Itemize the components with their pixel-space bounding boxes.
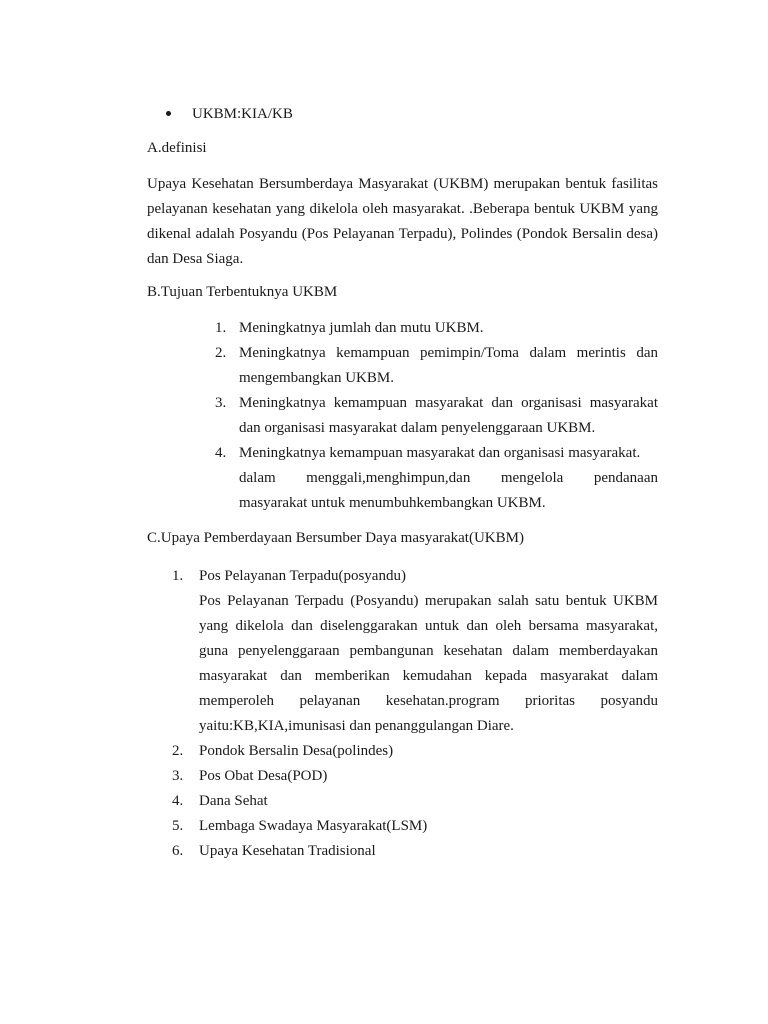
heading-tujuan: B.Tujuan Terbentuknya UKBM bbox=[147, 284, 338, 300]
list-item bbox=[215, 441, 658, 516]
list-item bbox=[172, 739, 658, 764]
paragraph-definisi: Upaya Kesehatan Bersumberdaya Masyarakat (UKBM) merupakan bentuk fasilitas pelayanan kesehatan yang dikelola oleh masyarakat. .Beberapa bentuk UKBM yang dikenal adalah Posyandu (Pos Pelayanan Terpadu), Polindes (Pondok Bersalin desa) dan Desa Siaga. bbox=[147, 176, 658, 267]
heading-upaya: C.Upaya Pemberdayaan Bersumber Daya masyarakat(UKBM) bbox=[147, 530, 524, 546]
list-item-text-line2: dalam menggali,menghimpun,dan mengelola pendanaan bbox=[239, 470, 658, 486]
list-item bbox=[215, 316, 658, 341]
list-item bbox=[172, 839, 658, 864]
list-item-title: Upaya Kesehatan Tradisional bbox=[199, 843, 376, 859]
list-item-text-line1: Meningkatnya kemampuan masyarakat dan organisasi masyarakat. bbox=[239, 445, 641, 461]
list-item-number: 2. bbox=[172, 743, 184, 759]
list-item-text: Meningkatnya kemampuan masyarakat dan organisasi masyarakat dan organisasi masyarakat dalam penyelenggaraan UKBM. bbox=[239, 395, 658, 436]
list-item-number: 2. bbox=[215, 345, 227, 361]
list-item-number: 6. bbox=[172, 843, 184, 859]
list-item bbox=[172, 814, 658, 839]
list-item-title: Pondok Bersalin Desa(polindes) bbox=[199, 743, 394, 759]
heading-definisi: A.definisi bbox=[147, 140, 207, 156]
list-item bbox=[172, 764, 658, 789]
bullet-item bbox=[166, 104, 293, 124]
list-item-number: 3. bbox=[172, 768, 184, 784]
list-item-number: 4. bbox=[215, 445, 227, 461]
bullet-text: UKBM:KIA/KB bbox=[192, 106, 293, 122]
list-item-number: 4. bbox=[172, 793, 184, 809]
list-item-title: Pos Obat Desa(POD) bbox=[199, 768, 328, 784]
list-item-description: Pos Pelayanan Terpadu (Posyandu) merupakan salah satu bentuk UKBM yang dikelola dan diselenggarakan untuk dan oleh bersama masyarakat, guna penyelenggaraan pembangunan kesehatan dalam memberdayakan masyarakat dan memberikan kemudahan kepada masyarakat dalam memperoleh pelayanan kesehatan.program prioritas posyandu yaitu:KB,KIA,imunisasi dan penanggulangan Diare. bbox=[199, 593, 658, 734]
list-item-text: Meningkatnya kemampuan pemimpin/Toma dalam merintis dan mengembangkan UKBM. bbox=[239, 345, 658, 386]
list-item-title: Pos Pelayanan Terpadu(posyandu) bbox=[199, 568, 406, 584]
list-item bbox=[215, 341, 658, 391]
list-item-number: 5. bbox=[172, 818, 184, 834]
list-item bbox=[215, 391, 658, 441]
list-item-number: 1. bbox=[215, 320, 227, 336]
list-item-number: 3. bbox=[215, 395, 227, 411]
list-item-text: Meningkatnya jumlah dan mutu UKBM. bbox=[239, 320, 484, 336]
list-item-title: Lembaga Swadaya Masyarakat(LSM) bbox=[199, 818, 428, 834]
list-item-title: Dana Sehat bbox=[199, 793, 268, 809]
list-tujuan bbox=[215, 316, 658, 516]
list-item bbox=[172, 564, 658, 739]
list-item-number: 1. bbox=[172, 568, 184, 584]
bullet-dot-icon bbox=[166, 111, 171, 116]
list-item-text-line3: masyarakat untuk menumbuhkembangkan UKBM. bbox=[239, 495, 546, 511]
list-item bbox=[172, 789, 658, 814]
list-upaya bbox=[172, 564, 658, 864]
